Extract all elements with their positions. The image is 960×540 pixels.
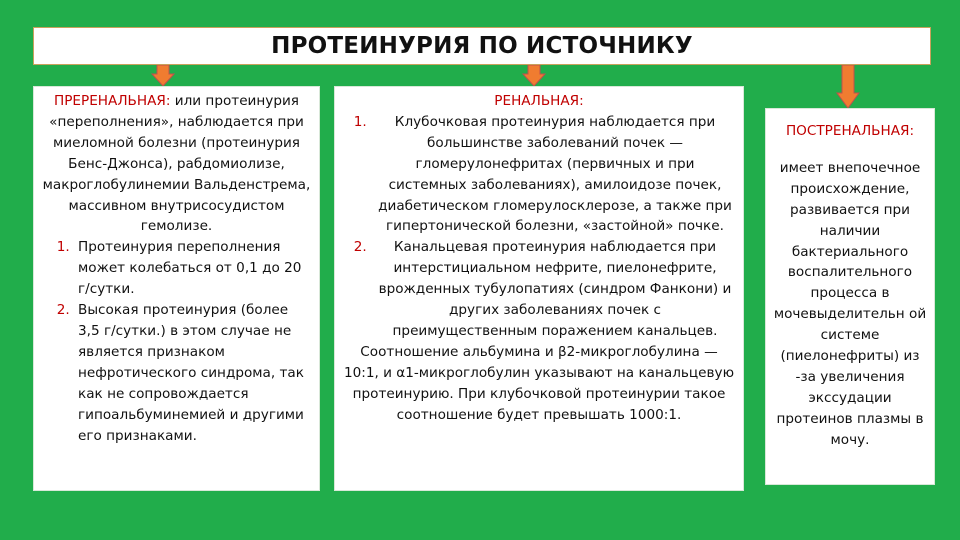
prerenal-intro [42,91,311,237]
renal-heading: РЕНАЛЬНАЯ: [494,93,584,109]
title-box [33,27,931,65]
prerenal-intro-text: или протеинурия «переполнения», наблюдается при миеломной болезни (протеинурия Бенс-Джонса), рабдомиолизе, макроглобулинемии Вальденстрема, массивном внутрисосудистом гемолизе. [42,93,311,235]
postrenal-panel [765,108,935,485]
renal-footer: Соотношение альбумина и β2-микроглобулина — 10:1, и α1-микроглобулин указывают на канальцевую протеинурию. При клубочковой протеинурии такое соотношение будет превышать 1000:1. [343,343,735,423]
prerenal-heading: ПРЕРЕНАЛЬНАЯ: [54,93,171,109]
list-item: 2. Высокая протеинурия (более 3,5 г/сутки.) в этом случае не является признаком нефротического синдрома, так как не сопровождается гипоальбуминемией и другими его признаками. [74,300,311,446]
list-item: 2. Канальцевая протеинурия наблюдается при интерстициальном нефрите, пиелонефрите, врожденных тубулопатиях (синдром Фанкони) и других заболеваниях почек с преимущественным поражением канальцев. [371,237,735,342]
postrenal-body: имеет внепочечное происхождение, развивается при наличии бактериального воспалительного процесса в мочевыделительн ой системе (пиелонефриты) из -за увеличения экссудации протеинов плазмы в мочу. [773,159,927,448]
prerenal-panel [33,86,320,491]
list-item: 1. Клубочковая протеинурия наблюдается при большинстве заболеваний почек — гломерулонефритах (первичных и при системных заболеваниях), амилоидозе почек, диабетическом гломерулосклерозе, а также при гипертонической болезни, «застойной» почке. [371,112,735,237]
list-item: 1. Протеинурия переполнения может колебаться от 0,1 до 20 г/сутки. [74,237,311,300]
prerenal-list [42,237,311,446]
renal-list [343,112,735,342]
arrow-down-icon [151,65,175,87]
renal-panel [334,86,744,491]
arrow-down-icon [836,65,860,109]
postrenal-heading: ПОСТРЕНАЛЬНАЯ: [785,123,915,139]
arrow-down-icon [522,65,546,87]
page-title: ПРОТЕИНУРИЯ ПО ИСТОЧНИКУ [271,33,693,59]
